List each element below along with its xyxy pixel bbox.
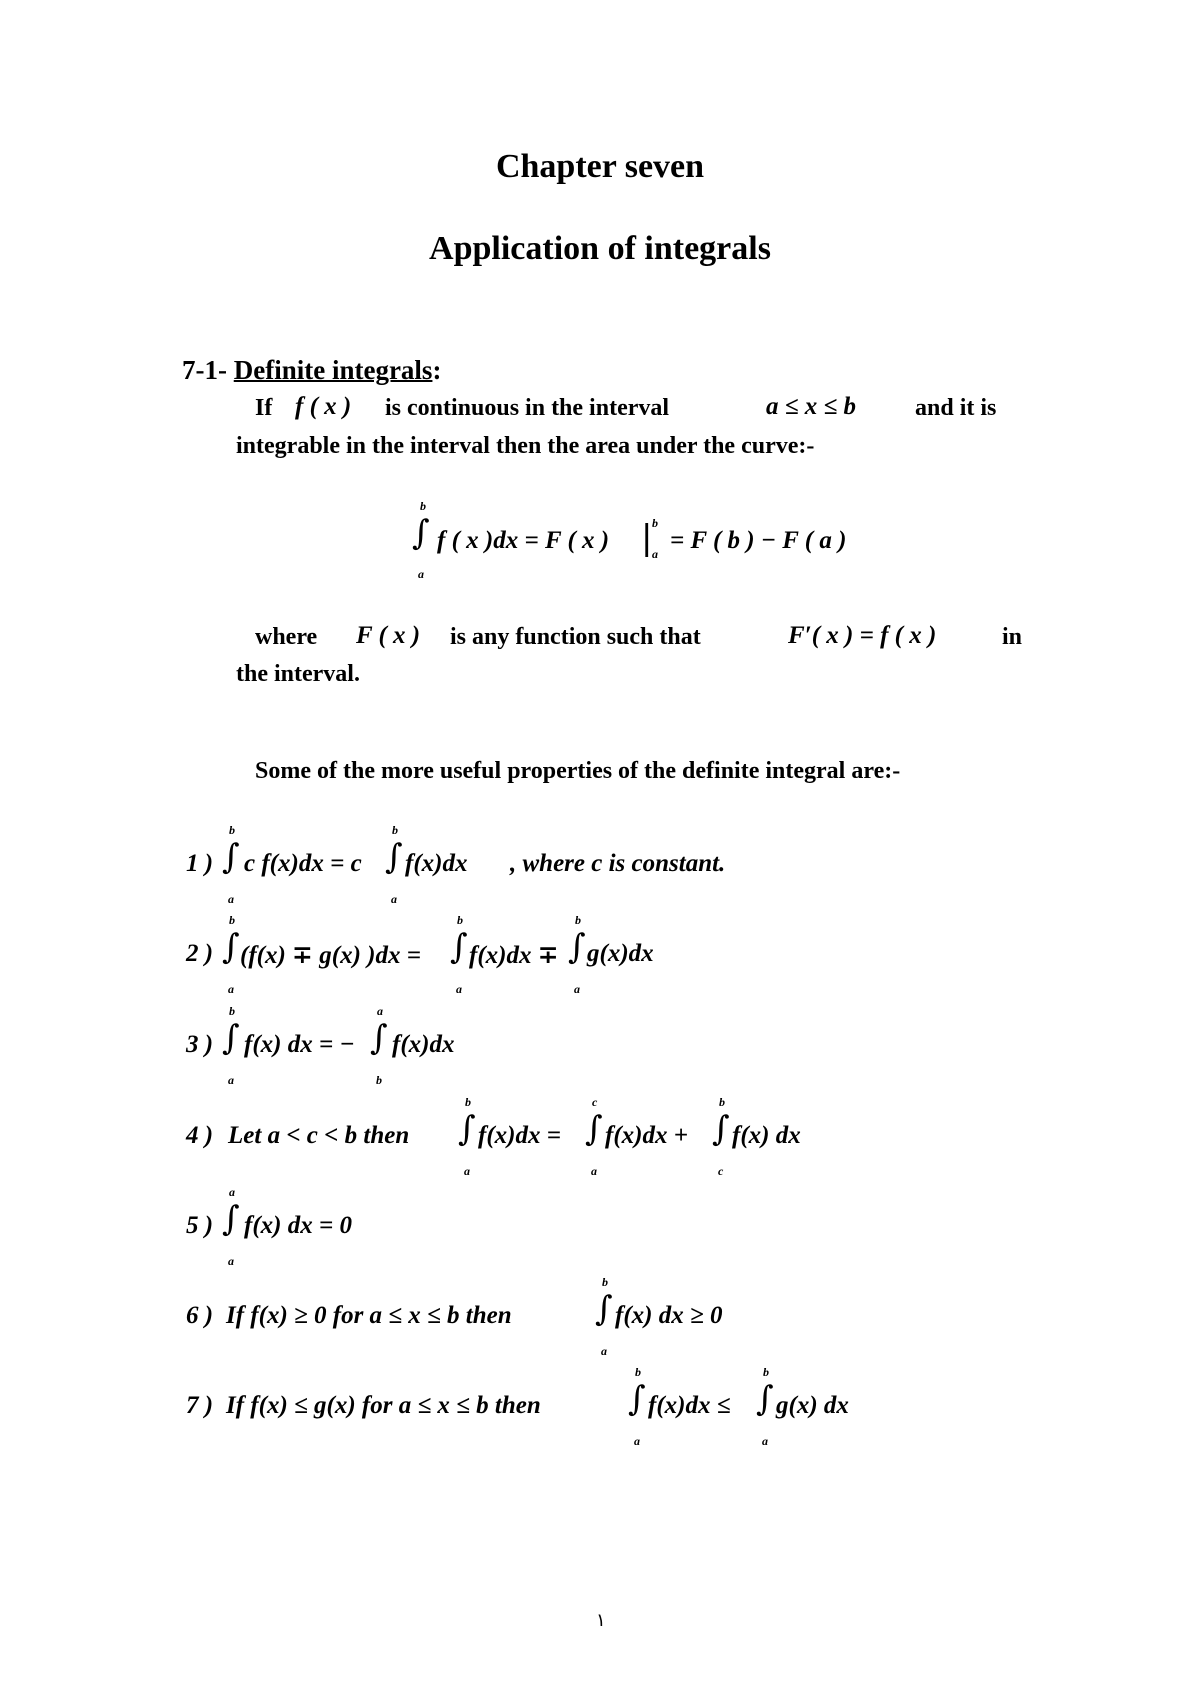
where-word: where [255, 624, 318, 650]
section-title: Definite integrals [233, 355, 433, 385]
property-term: g(x)dx [587, 940, 654, 967]
lower-limit: c [718, 1164, 724, 1178]
property-number: 2 ) [186, 940, 214, 967]
lower-limit: a [634, 1434, 640, 1448]
property-term: c f(x)dx = c [244, 850, 362, 877]
section-colon: : [432, 355, 442, 385]
upper-limit: b [719, 1095, 725, 1109]
property-condition: Let a < c < b then [228, 1122, 410, 1149]
integral-sign: ∫ [595, 1289, 613, 1329]
where-in: in [1002, 624, 1023, 650]
upper-limit: b [229, 823, 235, 837]
integral-sign: ∫ [370, 1018, 388, 1058]
property-term: f(x) dx ≥ 0 [615, 1302, 723, 1329]
lower-limit: a [762, 1434, 768, 1448]
integral-sign: ∫ [712, 1109, 730, 1149]
upper-limit: b [229, 913, 235, 927]
intro-line-2: integrable in the interval then the area under the curve:- [236, 433, 815, 459]
property-term: f(x)dx ≤ [648, 1392, 731, 1419]
lower-limit: a [228, 892, 234, 906]
intro-interval: a ≤ x ≤ b [766, 393, 856, 420]
lower-limit: b [376, 1073, 382, 1087]
property-note: , where c is constant. [510, 850, 726, 877]
main-formula-integrand: f ( x )dx = F ( x ) [437, 527, 610, 554]
property-term: f(x)dx + [605, 1122, 688, 1149]
lower-limit: a [601, 1344, 607, 1358]
where-derivative: F′( x ) = f ( x ) [788, 622, 937, 649]
property-number: 4 ) [186, 1122, 214, 1149]
intro-line-1-end: and it is [915, 395, 997, 421]
upper-limit: c [592, 1095, 598, 1109]
page-number: ١ [596, 1610, 606, 1631]
upper-limit: a [377, 1004, 383, 1018]
bar-upper-limit: b [652, 516, 658, 530]
intro-function: f ( x ) [295, 393, 352, 420]
property-number: 7 ) [186, 1392, 214, 1419]
upper-limit: b [575, 913, 581, 927]
property-term: f(x)dx [405, 850, 468, 877]
upper-limit: b [602, 1275, 608, 1289]
where-line-2: the interval. [236, 661, 360, 687]
intro-line-1-start: If [255, 395, 273, 421]
integral-sign: ∫ [458, 1109, 476, 1149]
property-number: 5 ) [186, 1212, 214, 1239]
integral-sign: ∫ [222, 1018, 240, 1058]
integral-sign: ∫ [450, 927, 468, 967]
upper-limit: b [635, 1365, 641, 1379]
upper-limit: b [457, 913, 463, 927]
lower-limit: a [456, 982, 462, 996]
properties-intro: Some of the more useful properties of the definite integral are:- [255, 758, 901, 784]
section-heading [182, 355, 441, 386]
property-term: f(x)dx [392, 1031, 455, 1058]
section-number: 7-1- [182, 355, 227, 385]
property-term: f(x) dx = − [244, 1031, 355, 1058]
property-number: 3 ) [186, 1031, 214, 1058]
integral-sign: ∫ [628, 1379, 646, 1419]
upper-limit: b [420, 499, 426, 513]
integral-sign: ∫ [222, 1199, 240, 1239]
integral-sign: ∫ [756, 1379, 774, 1419]
integral-sign: ∫ [412, 513, 430, 553]
property-number: 1 ) [186, 850, 214, 877]
integral-sign: ∫ [568, 927, 586, 967]
evaluation-bar: | [641, 518, 653, 558]
lower-limit: a [418, 567, 424, 581]
lower-limit: a [228, 1254, 234, 1268]
chapter-title: Chapter seven [495, 148, 705, 185]
integral-sign: ∫ [222, 837, 240, 877]
property-condition: If f(x) ≤ g(x) for a ≤ x ≤ b then [226, 1392, 541, 1419]
upper-limit: b [392, 823, 398, 837]
property-number: 6 ) [186, 1302, 214, 1329]
lower-limit: a [464, 1164, 470, 1178]
upper-limit: b [229, 1004, 235, 1018]
where-F: F ( x ) [356, 622, 421, 649]
integral-sign: ∫ [222, 927, 240, 967]
where-mid: is any function such that [450, 624, 701, 650]
intro-line-1-mid: is continuous in the interval [385, 395, 670, 421]
property-term: f(x)dx = [478, 1122, 561, 1149]
property-term: f(x)dx ∓ [469, 942, 559, 969]
bar-lower-limit: a [652, 547, 658, 561]
integral-sign: ∫ [585, 1109, 603, 1149]
upper-limit: a [229, 1185, 235, 1199]
property-term: f(x) dx [732, 1122, 801, 1149]
lower-limit: a [228, 1073, 234, 1087]
upper-limit: b [763, 1365, 769, 1379]
page-subtitle: Application of integrals [429, 230, 771, 267]
upper-limit: b [465, 1095, 471, 1109]
property-term: g(x) dx [776, 1392, 849, 1419]
property-term: (f(x) ∓ g(x) )dx = [240, 942, 421, 969]
property-term: f(x) dx = 0 [244, 1212, 352, 1239]
lower-limit: a [574, 982, 580, 996]
lower-limit: a [591, 1164, 597, 1178]
integral-sign: ∫ [385, 837, 403, 877]
lower-limit: a [228, 982, 234, 996]
property-condition: If f(x) ≥ 0 for a ≤ x ≤ b then [226, 1302, 512, 1329]
main-formula-result: = F ( b ) − F ( a ) [670, 527, 847, 554]
lower-limit: a [391, 892, 397, 906]
